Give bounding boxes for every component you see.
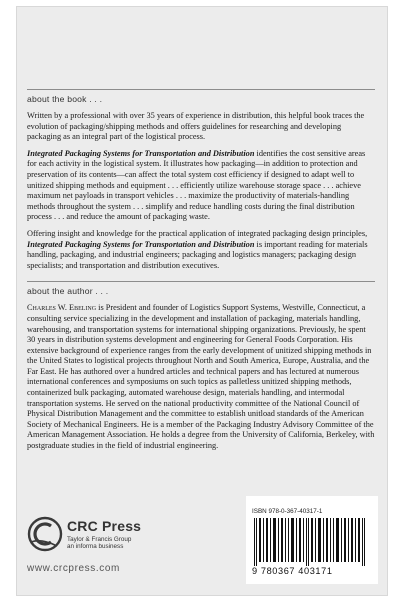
about-book-paragraph-1: Written by a professional with over 35 years of experience in distribution, this helpful book traces the evolution of packaging/shipping methods and offers guidelines for researching and developing packaging as an integral part of the logistical process.	[27, 111, 365, 142]
barcode-number: 9 780367 403171	[252, 566, 333, 576]
back-cover-text	[27, 89, 375, 458]
about-book-heading: about the book . . .	[27, 89, 375, 104]
book-title-emphasis: Integrated Packaging Systems for Transportation and Distribution	[27, 148, 255, 158]
author-name: Charles W. Ebeling	[27, 303, 97, 313]
publisher-group: Taylor & Francis Group	[67, 536, 132, 543]
publisher-text	[67, 518, 141, 550]
crc-logo-icon	[27, 516, 63, 552]
about-author-paragraph	[27, 303, 375, 451]
isbn-barcode-panel	[246, 496, 378, 584]
barcode-icon	[252, 518, 368, 566]
about-book-paragraph-2	[27, 149, 375, 223]
about-book-paragraph-2-text: identifies the cost sensitive areas for each activity in the logistical system. It illustrates how packaging—in addition to protection and preservation of its contents—can affect the total system cost efficiency if designed to adapt well to unitized shipping methods and equipment . . . efficiently utilize warehouse storage space . . . achieve maximum net payloads in transport vehicles . . . maximize the productivity of materials-handling methods throughout the system . . . simplify and reduce handling costs during the final distribution process . . . and reduce the amount of packaging waste.	[27, 148, 366, 222]
about-book-paragraph-3	[27, 229, 375, 271]
book-title-emphasis-2: Integrated Packaging Systems for Transportation and Distribution	[27, 239, 255, 249]
publisher-name: CRC Press	[67, 518, 142, 534]
publisher-website: www.crcpress.com	[27, 563, 120, 574]
author-bio: is President and founder of Logistics Support Systems, Westville, Connecticut, a consulting service specializing in the development and installation of packaging, materials handling, warehousing, and transportation systems for international shipping organizations. Previously, he spent 30 years in distribution systems development and engineering for General Foods Corporation. His extensive background of experience ranges from the early development of unitized shipping methods in the United States to logistical projects throughout North and South America, Europe, Australia, and the Far East. He has authored over a hundred articles and technical papers and has lectured at numerous international conferences and symposiums on such topics as palletless unitized shipping methods, containerized bulk packaging, automated warehouse design, materials handling, and intermodal transportation systems. He served on the national productivity committee of the National Council of Physical Distribution Management and the committee to establish unitload standards of the American Society of Mechanical Engineers. He is a member of the Packaging Industry Advisory Committee of the American Management Association. He holds a degree from the University of California, Berkeley, with postgraduate studies in the field of industrial engineering.	[27, 303, 375, 451]
about-author-heading: about the author . . .	[27, 281, 375, 296]
about-book-paragraph-3-start: Offering insight and knowledge for the practical application of integrated packaging design principles,	[27, 228, 368, 238]
about-book-paragraph-3-end: is important reading for materials handling, packaging, and industrial engineers; packaging and logistics managers; packaging design specialists; and transportation and distribution executives.	[27, 239, 368, 270]
publisher-tagline: an informa business	[67, 543, 124, 550]
isbn-label: ISBN 978-0-367-40317-1	[252, 508, 323, 515]
